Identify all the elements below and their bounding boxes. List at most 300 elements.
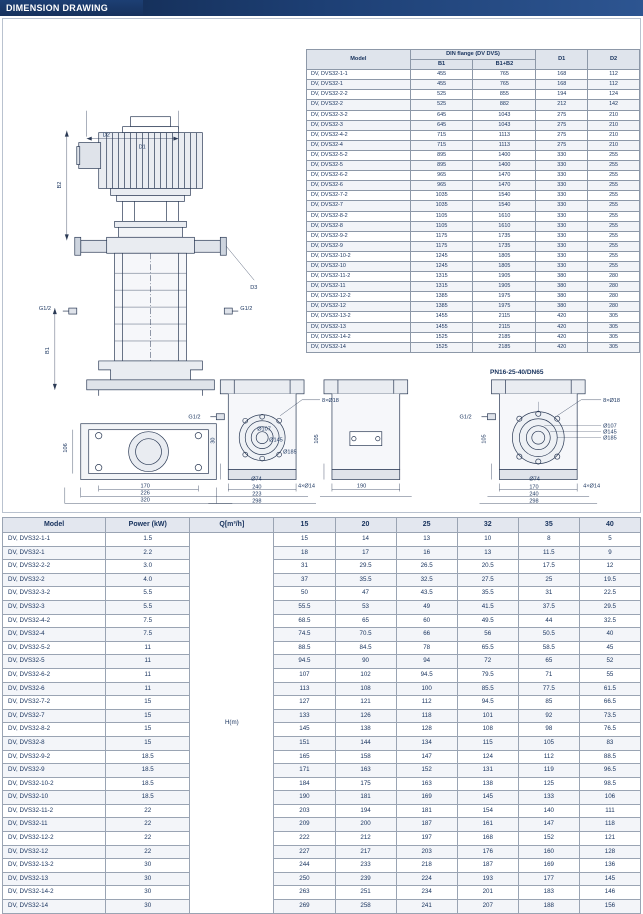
table-row: [307, 251, 640, 261]
dim-cell-d2: 280: [588, 292, 640, 302]
callout-320-a: 320: [140, 497, 150, 504]
dim-cell-d2: 255: [588, 241, 640, 251]
perf-cell-head: 112: [518, 750, 579, 764]
perf-cell-head: 168: [457, 832, 518, 846]
dim-cell-d2: 255: [588, 191, 640, 201]
table-row: [307, 342, 640, 352]
perf-cell-head: 136: [579, 859, 640, 873]
dim-cell-model: DV, DVS32-8: [307, 221, 411, 231]
dim-cell-model: DV, DVS32-4: [307, 140, 411, 150]
dim-cell-d1: 330: [536, 171, 588, 181]
perf-cell-head: 31: [274, 560, 335, 574]
table-row: [307, 231, 640, 241]
perf-cell-head: 9: [579, 546, 640, 560]
dim-cell-d2: 255: [588, 181, 640, 191]
callout-d1: D1: [138, 144, 146, 151]
perf-cell-head: 17: [335, 546, 396, 560]
callout-170-a: 170: [140, 483, 150, 490]
perf-cell-head: 49.5: [457, 614, 518, 628]
dim-cell-b1: 1315: [410, 272, 473, 282]
callout-g12-mid2: G1/2: [459, 414, 472, 421]
dim-cell-model: DV, DVS32-9-2: [307, 231, 411, 241]
perf-cell-head: 102: [335, 668, 396, 682]
perf-cell-head: 113: [274, 682, 335, 696]
perf-cell-model: DV, DVS32-10-2: [3, 777, 106, 791]
dim-header-b1b2: B1+B2: [473, 60, 536, 70]
dim-header-d2: D2: [588, 50, 640, 70]
perf-cell-model: DV, DVS32-5-2: [3, 641, 106, 655]
perf-cell-head: 207: [457, 900, 518, 914]
dimension-table-body: [307, 70, 640, 353]
perf-cell-head: 17.5: [518, 560, 579, 574]
dim-cell-b1b2: 765: [473, 80, 536, 90]
table-row: [3, 614, 641, 628]
perf-cell-head: 77.5: [518, 682, 579, 696]
perf-cell-head: 53: [335, 600, 396, 614]
dim-cell-b1b2: 2115: [473, 312, 536, 322]
table-row: [307, 110, 640, 120]
dim-cell-b1: 1315: [410, 282, 473, 292]
perf-cell-head: 111: [579, 804, 640, 818]
table-row: [307, 150, 640, 160]
dim-cell-d1: 168: [536, 70, 588, 80]
dim-cell-d1: 420: [536, 312, 588, 322]
table-row: [307, 70, 640, 80]
perf-cell-head: 181: [335, 791, 396, 805]
perf-cell-head: 108: [335, 682, 396, 696]
header-accent-bar: [143, 0, 643, 16]
perf-cell-head: 126: [335, 709, 396, 723]
perf-cell-model: DV, DVS32-11-2: [3, 804, 106, 818]
dim-cell-model: DV, DVS32-3: [307, 120, 411, 130]
perf-cell-head: 222: [274, 832, 335, 846]
table-row: [3, 723, 641, 737]
callout-d74-b: Ø74: [529, 476, 540, 483]
perf-cell-model: DV, DVS32-2-2: [3, 560, 106, 574]
perf-cell-head: 31: [518, 587, 579, 601]
table-row: [3, 872, 641, 886]
table-row: [307, 90, 640, 100]
perf-cell-head: 212: [335, 832, 396, 846]
perf-cell-head: 66: [396, 628, 457, 642]
perf-cell-head: 163: [335, 764, 396, 778]
dim-cell-d1: 330: [536, 221, 588, 231]
dim-cell-d2: 255: [588, 231, 640, 241]
callout-105-b: 105: [481, 434, 488, 444]
dim-cell-model: DV, DVS32-14-2: [307, 332, 411, 342]
callout-298-b: 298: [529, 498, 539, 505]
perf-cell-model: DV, DVS32-2: [3, 573, 106, 587]
dim-cell-model: DV, DVS32-7-2: [307, 191, 411, 201]
table-row: [3, 859, 641, 873]
table-row: [307, 302, 640, 312]
perf-cell-head: 68.5: [274, 614, 335, 628]
table-row: [307, 100, 640, 110]
dim-cell-d1: 330: [536, 150, 588, 160]
perf-cell-head: 244: [274, 859, 335, 873]
table-row: [307, 191, 640, 201]
perf-cell-head: 19.5: [579, 573, 640, 587]
perf-cell-head: 169: [396, 791, 457, 805]
dim-cell-model: DV, DVS32-12-2: [307, 292, 411, 302]
perf-cell-head: 125: [518, 777, 579, 791]
dim-cell-d2: 210: [588, 130, 640, 140]
perf-cell-head: 138: [457, 777, 518, 791]
table-row: [3, 791, 641, 805]
perf-cell-model: DV, DVS32-14: [3, 900, 106, 914]
perf-cell-head: 175: [335, 777, 396, 791]
perf-cell-model: DV, DVS32-6: [3, 682, 106, 696]
dim-cell-b1: 1455: [410, 322, 473, 332]
perf-cell-head: 200: [335, 818, 396, 832]
perf-cell-head: 90: [335, 655, 396, 669]
perf-cell-head: 183: [518, 886, 579, 900]
table-row: [3, 818, 641, 832]
perf-cell-head: 71: [518, 668, 579, 682]
dim-cell-d2: 255: [588, 221, 640, 231]
dim-cell-model: DV, DVS32-13: [307, 322, 411, 332]
dim-cell-b1b2: 1610: [473, 221, 536, 231]
perf-cell-head: 12: [579, 560, 640, 574]
perf-cell-head: 217: [335, 845, 396, 859]
perf-cell-head: 169: [518, 859, 579, 873]
perf-cell-model: DV, DVS32-3: [3, 600, 106, 614]
perf-cell-head: 47: [335, 587, 396, 601]
perf-cell-head: 171: [274, 764, 335, 778]
perf-cell-head: 134: [396, 736, 457, 750]
perf-cell-model: DV, DVS32-4: [3, 628, 106, 642]
perf-cell-head: 73.5: [579, 709, 640, 723]
dim-cell-d2: 255: [588, 150, 640, 160]
performance-table-body: [3, 533, 641, 914]
perf-cell-head: 119: [518, 764, 579, 778]
perf-cell-head: 83: [579, 736, 640, 750]
perf-cell-power: 30: [106, 859, 190, 873]
perf-cell-head: 203: [396, 845, 457, 859]
dim-cell-b1b2: 2115: [473, 322, 536, 332]
perf-cell-head: 88.5: [274, 641, 335, 655]
table-row: [307, 312, 640, 322]
callout-g12-right: G1/2: [240, 306, 253, 313]
perf-cell-power: 4.0: [106, 573, 190, 587]
dim-cell-b1: 1245: [410, 251, 473, 261]
perf-cell-head: 154: [457, 804, 518, 818]
perf-cell-head: 251: [335, 886, 396, 900]
perf-cell-head: 65.5: [457, 641, 518, 655]
perf-cell-head: 37: [274, 573, 335, 587]
callout-b1: B1: [44, 347, 51, 354]
perf-cell-head: 176: [457, 845, 518, 859]
dim-cell-d1: 194: [536, 90, 588, 100]
perf-cell-head: 94.5: [274, 655, 335, 669]
perf-cell-model: DV, DVS32-13: [3, 872, 106, 886]
perf-cell-head: 60: [396, 614, 457, 628]
perf-cell-head: 133: [274, 709, 335, 723]
dim-cell-b1b2: 1043: [473, 110, 536, 120]
perf-cell-model: DV, DVS32-6-2: [3, 668, 106, 682]
dim-cell-d2: 210: [588, 110, 640, 120]
perf-cell-head: 218: [396, 859, 457, 873]
perf-cell-head: 144: [335, 736, 396, 750]
perf-cell-head: 263: [274, 886, 335, 900]
table-row: [3, 750, 641, 764]
dim-cell-d1: 275: [536, 140, 588, 150]
perf-cell-head: 50.5: [518, 628, 579, 642]
perf-cell-head: 250: [274, 872, 335, 886]
dim-cell-b1b2: 1043: [473, 120, 536, 130]
perf-cell-head: 133: [518, 791, 579, 805]
callout-d3: D3: [250, 285, 258, 292]
perf-cell-head: 66.5: [579, 696, 640, 710]
dim-cell-d2: 112: [588, 70, 640, 80]
perf-cell-head: 40: [579, 628, 640, 642]
dim-cell-d2: 255: [588, 201, 640, 211]
table-row: [307, 292, 640, 302]
perf-cell-power: 15: [106, 709, 190, 723]
perf-cell-model: DV, DVS32-1: [3, 546, 106, 560]
perf-cell-power: 11: [106, 655, 190, 669]
table-row: [307, 261, 640, 271]
perf-cell-model: DV, DVS32-11: [3, 818, 106, 832]
perf-cell-head: 61.5: [579, 682, 640, 696]
dim-cell-model: DV, DVS32-8-2: [307, 211, 411, 221]
table-row: [3, 845, 641, 859]
table-row: [3, 655, 641, 669]
dim-cell-d2: 280: [588, 272, 640, 282]
perf-cell-head: 156: [579, 900, 640, 914]
perf-cell-head: 193: [457, 872, 518, 886]
page-header: [0, 0, 643, 16]
dim-cell-d1: 330: [536, 211, 588, 221]
perf-cell-head: 145: [274, 723, 335, 737]
table-row: [3, 804, 641, 818]
perf-cell-power: 22: [106, 832, 190, 846]
perf-cell-model: DV, DVS32-14-2: [3, 886, 106, 900]
callout-226: 226: [140, 490, 150, 497]
dim-header-model: Model: [307, 50, 411, 70]
dim-cell-model: DV, DVS32-10: [307, 261, 411, 271]
table-row: [3, 886, 641, 900]
perf-cell-head: 165: [274, 750, 335, 764]
table-row: [307, 322, 640, 332]
callout-298-a: 298: [252, 498, 262, 505]
callout-d107-a: Ø107: [257, 426, 271, 433]
dim-cell-d1: 420: [536, 342, 588, 352]
table-row: [3, 587, 641, 601]
dim-cell-d1: 330: [536, 181, 588, 191]
perf-cell-power: 22: [106, 845, 190, 859]
dim-cell-d2: 210: [588, 120, 640, 130]
perf-cell-head: 8: [518, 533, 579, 547]
dim-cell-model: DV, DVS32-2-2: [307, 90, 411, 100]
dim-cell-d1: 330: [536, 201, 588, 211]
perf-cell-model: DV, DVS32-9-2: [3, 750, 106, 764]
perf-cell-head: 147: [518, 818, 579, 832]
dim-cell-model: DV, DVS32-1: [307, 80, 411, 90]
dim-cell-model: DV, DVS32-6: [307, 181, 411, 191]
perf-cell-power: 11: [106, 682, 190, 696]
table-row: [3, 900, 641, 914]
perf-cell-head: 41.5: [457, 600, 518, 614]
perf-header-model: Model: [3, 518, 106, 533]
perf-cell-head: 65: [335, 614, 396, 628]
perf-cell-head: 79.5: [457, 668, 518, 682]
table-row: [307, 181, 640, 191]
perf-cell-head: 32.5: [579, 614, 640, 628]
dim-cell-d1: 168: [536, 80, 588, 90]
perf-cell-head: 20.5: [457, 560, 518, 574]
perf-cell-power: 18.5: [106, 750, 190, 764]
perf-cell-head: 188: [518, 900, 579, 914]
callout-b2: B2: [56, 181, 63, 189]
perf-cell-head: 29.5: [579, 600, 640, 614]
table-row: [3, 560, 641, 574]
dim-cell-model: DV, DVS32-6-2: [307, 171, 411, 181]
perf-cell-head: 158: [335, 750, 396, 764]
table-row: [3, 533, 641, 547]
dim-cell-b1b2: 1470: [473, 181, 536, 191]
perf-cell-head: 35.5: [457, 587, 518, 601]
dim-cell-model: DV, DVS32-14: [307, 342, 411, 352]
table-row: [3, 668, 641, 682]
perf-cell-power: 15: [106, 736, 190, 750]
dim-cell-b1b2: 1400: [473, 161, 536, 171]
dim-cell-b1: 715: [410, 130, 473, 140]
dim-cell-b1b2: 1540: [473, 191, 536, 201]
table-row: [3, 682, 641, 696]
table-row: [307, 201, 640, 211]
perf-cell-power: 5.5: [106, 600, 190, 614]
dim-cell-b1b2: 1735: [473, 231, 536, 241]
perf-cell-head: 233: [335, 859, 396, 873]
dim-cell-d1: 330: [536, 161, 588, 171]
perf-cell-head: 112: [396, 696, 457, 710]
dim-cell-model: DV, DVS32-9: [307, 241, 411, 251]
perf-cell-head: 65: [518, 655, 579, 669]
dim-cell-d2: 255: [588, 171, 640, 181]
dim-cell-b1b2: 765: [473, 70, 536, 80]
perf-cell-model: DV, DVS32-3-2: [3, 587, 106, 601]
table-row: [3, 709, 641, 723]
dim-cell-d1: 420: [536, 332, 588, 342]
perf-cell-head: 74.5: [274, 628, 335, 642]
perf-cell-head: 163: [396, 777, 457, 791]
perf-head-unit-label: H(m): [190, 533, 274, 914]
perf-cell-power: 22: [106, 804, 190, 818]
perf-cell-head: 177: [518, 872, 579, 886]
perf-cell-head: 100: [396, 682, 457, 696]
dim-cell-model: DV, DVS32-7: [307, 201, 411, 211]
perf-cell-power: 18.5: [106, 777, 190, 791]
perf-cell-head: 203: [274, 804, 335, 818]
dimension-drawing-panel: [2, 18, 641, 513]
perf-cell-power: 3.0: [106, 560, 190, 574]
perf-header-flow: Q[m³/h]: [190, 518, 274, 533]
dim-cell-d1: 330: [536, 191, 588, 201]
table-row: [307, 161, 640, 171]
perf-cell-head: 44: [518, 614, 579, 628]
perf-header-power: Power (kW): [106, 518, 190, 533]
perf-cell-head: 152: [518, 832, 579, 846]
perf-cell-head: 11.5: [518, 546, 579, 560]
dim-cell-model: DV, DVS32-2: [307, 100, 411, 110]
dim-cell-d1: 275: [536, 120, 588, 130]
dim-cell-b1: 965: [410, 171, 473, 181]
dim-cell-d2: 305: [588, 342, 640, 352]
perf-cell-head: 121: [335, 696, 396, 710]
callout-8x18-a: 8×Ø18: [321, 397, 339, 404]
dim-cell-d2: 210: [588, 140, 640, 150]
perf-cell-head: 101: [457, 709, 518, 723]
dim-cell-d2: 142: [588, 100, 640, 110]
perf-cell-model: DV, DVS32-10: [3, 791, 106, 805]
dim-cell-b1: 1245: [410, 261, 473, 271]
perf-cell-head: 138: [335, 723, 396, 737]
dim-cell-b1b2: 882: [473, 100, 536, 110]
perf-cell-model: DV, DVS32-8-2: [3, 723, 106, 737]
dim-cell-b1b2: 1610: [473, 211, 536, 221]
table-row: [307, 130, 640, 140]
perf-header-q-25: 25: [396, 518, 457, 533]
dim-cell-d2: 255: [588, 261, 640, 271]
perf-cell-power: 15: [106, 696, 190, 710]
dim-cell-b1b2: 1975: [473, 302, 536, 312]
dim-cell-d1: 380: [536, 302, 588, 312]
table-row: [307, 140, 640, 150]
dim-cell-model: DV, DVS32-10-2: [307, 251, 411, 261]
table-row: [307, 80, 640, 90]
dim-cell-b1b2: 1975: [473, 292, 536, 302]
dim-cell-b1: 715: [410, 140, 473, 150]
perf-cell-head: 25: [518, 573, 579, 587]
perf-cell-head: 98: [518, 723, 579, 737]
dim-cell-d1: 330: [536, 241, 588, 251]
perf-cell-head: 84.5: [335, 641, 396, 655]
perf-header-q-40: 40: [579, 518, 640, 533]
dim-cell-d2: 112: [588, 80, 640, 90]
perf-cell-head: 241: [396, 900, 457, 914]
dim-cell-d1: 330: [536, 261, 588, 271]
perf-cell-head: 190: [274, 791, 335, 805]
dim-cell-b1: 525: [410, 100, 473, 110]
table-row: [307, 272, 640, 282]
callout-8x18-b: 8×Ø18: [603, 397, 620, 404]
callout-d185-a: Ø185: [283, 449, 297, 456]
dim-cell-b1: 1105: [410, 221, 473, 231]
dim-cell-d1: 275: [536, 110, 588, 120]
dim-cell-d1: 380: [536, 272, 588, 282]
dim-cell-b1: 895: [410, 150, 473, 160]
perf-cell-head: 94: [396, 655, 457, 669]
dim-cell-b1: 455: [410, 80, 473, 90]
table-row: [3, 696, 641, 710]
dim-cell-b1: 1525: [410, 342, 473, 352]
perf-cell-head: 45: [579, 641, 640, 655]
perf-cell-model: DV, DVS32-7-2: [3, 696, 106, 710]
table-row: [3, 641, 641, 655]
perf-cell-head: 269: [274, 900, 335, 914]
perf-cell-power: 22: [106, 818, 190, 832]
perf-cell-head: 70.5: [335, 628, 396, 642]
table-row: [307, 332, 640, 342]
callout-d145-b: Ø145: [603, 429, 617, 436]
perf-cell-head: 13: [457, 546, 518, 560]
perf-cell-head: 55.5: [274, 600, 335, 614]
callout-240-b: 240: [529, 491, 539, 498]
perf-cell-head: 85: [518, 696, 579, 710]
dim-cell-b1: 525: [410, 90, 473, 100]
table-row: [307, 282, 640, 292]
